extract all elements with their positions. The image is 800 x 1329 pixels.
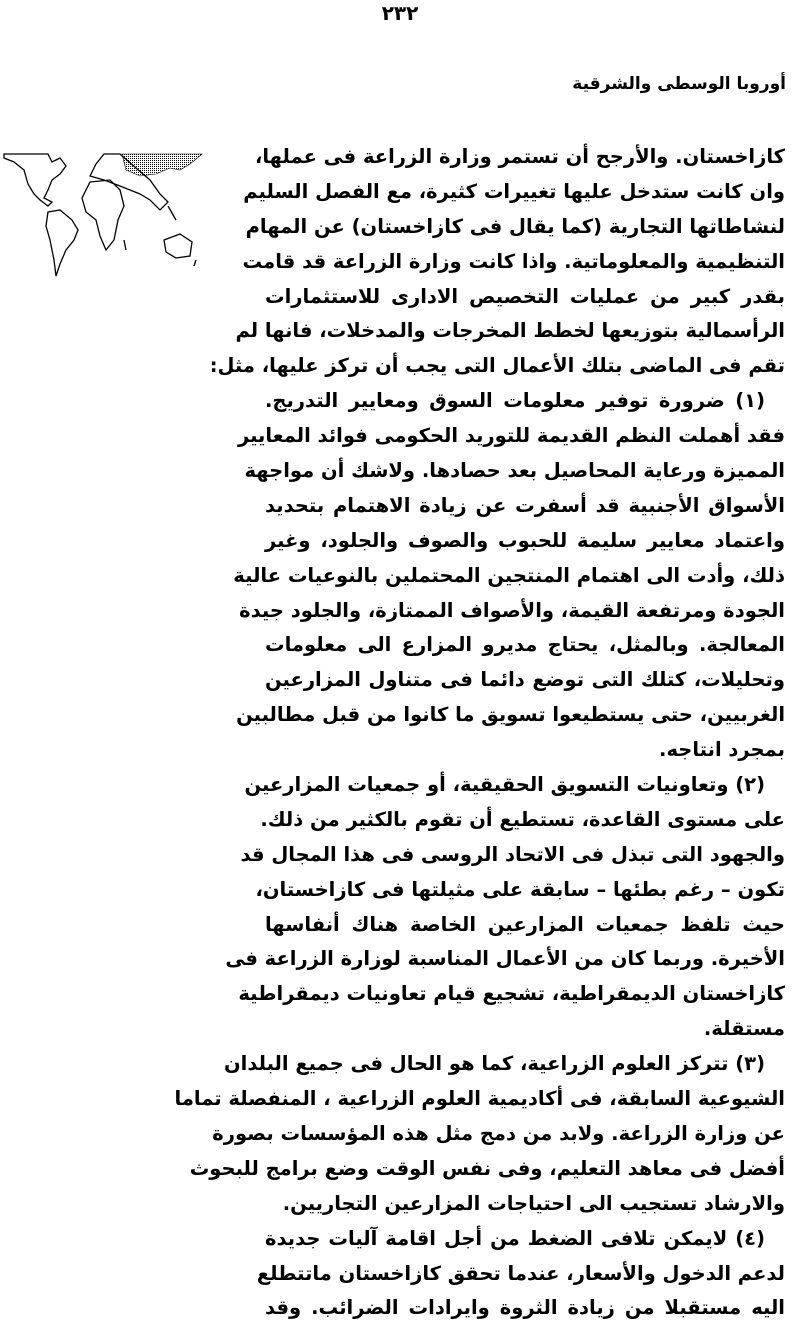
text-line: والارشاد تستجيب الى احتياجات المزارعين التجاريين.	[282, 1191, 785, 1215]
text-line: حيث تلفظ جمعيات المزارعين الخاصة هناك أنفاسها	[265, 912, 785, 936]
text-line: تكون – رغم بطئها – سابقة على مثيلتها فى كازاخستان،	[255, 877, 785, 901]
text-line: المميزة ورعاية المحاصيل بعد حصادها. ولاشك أن مواجهة	[244, 459, 785, 483]
text-line: تقم فى الماضى بتلك الأعمال التى يجب أن تركز عليها، مثل:	[209, 354, 785, 378]
text-line: اليه مستقبلا من زيادة الثروة وايرادات الضرائب. وقد	[265, 1296, 785, 1320]
text-line: الغربيين، حتى يستطيعوا تسويق ما كانوا من قبل مطالبين	[236, 703, 785, 727]
text-line: واعتماد معايير سليمة للحبوب والصوف والجلود، وغير	[265, 528, 785, 552]
body-text	[174, 140, 785, 1326]
text-line: لدعم الدخول والأسعار، عندما تحقق كازاخستان ماتتطلع	[256, 1261, 785, 1285]
text-line: والجهود التى تبذل فى الاتحاد الروسى فى هذا المجال قد	[240, 842, 785, 866]
text-line: (٢) وتعاونيات التسويق الحقيقية، أو جمعيات المزارعين	[244, 773, 765, 797]
text-line: التنظيمية والمعلوماتية. واذا كانت وزارة الزراعة قد قامت	[242, 249, 785, 273]
text-line: الأخيرة. وربما كان من الأعمال المناسبة لوزارة الزراعة فى	[225, 947, 785, 971]
text-line: فقد أهملت النظم القديمة للتوريد الحكومى فوائد المعايير	[237, 424, 785, 448]
text-line: (٣) تتركز العلوم الزراعية، كما هو الحال فى جميع البلدان	[224, 1052, 765, 1076]
text-line: كازاخستان الديمقراطية، تشجيع قيام تعاونيات ديمقراطية	[238, 982, 785, 1006]
text-line: على مستوى القاعدة، تستطيع أن تقوم بالكثير من ذلك.	[260, 807, 785, 831]
text-line: مستقلة.	[703, 1017, 785, 1041]
text-line: الشيوعية السابقة، فى أكاديمية العلوم الزراعية ، المنفصلة تماما	[174, 1087, 785, 1111]
text-line: عن وزارة الزراعة. ولابد من دمج مثل هذه المؤسسات بصورة	[212, 1121, 785, 1145]
text-line: (١) ضرورة توفير معلومات السوق ومعايير التدريج.	[265, 389, 765, 413]
text-line: الجودة ومرتفعة القيمة، والأصواف الممتازة، والجلود جيدة	[239, 598, 785, 622]
text-line: الأسواق الأجنبية قد أسفرت عن زيادة الاهتمام بتحديد	[265, 493, 785, 517]
page-number: ٢٣٢	[381, 1, 419, 25]
text-line: كازاخستان. والأرجح أن تستمر وزارة الزراعة فى عملها،	[254, 145, 785, 168]
text-line: الرأسمالية بتوزيعها لخطط المخرجات والمدخلات، فانها لم	[235, 319, 785, 343]
text-line: ذلك، وأدت الى اهتمام المنتجين المحتملين بالنوعيات عالية	[233, 563, 785, 587]
text-line: بقدر كبير من عمليات التخصيص الادارى للاستثمارات	[265, 284, 785, 308]
world-map-icon	[0, 140, 210, 280]
text-line: أفضل فى معاهد التعليم، وفى نفس الوقت وضع برامج للبحوث	[189, 1156, 785, 1180]
text-line: لنشاطاتها التجارية (كما يقال فى كازاخستان) عن المهام	[245, 214, 785, 238]
text-line: المعالجة. وبالمثل، يحتاج مديرو المزارع الى معلومات	[265, 633, 785, 657]
text-line: وان كانت ستدخل عليها تغييرات كثيرة، مع الفصل السليم	[243, 179, 785, 203]
running-header: أوروبا الوسطى والشرقية	[572, 74, 786, 94]
text-line: بمجرد انتاجه.	[659, 738, 785, 762]
text-line: وتحليلات، كتلك التى توضع دائما فى متناول المزارعين	[265, 668, 785, 692]
text-line: (٤) لايمكن تلافى الضغط من أجل اقامة آليات جديدة	[265, 1226, 765, 1250]
